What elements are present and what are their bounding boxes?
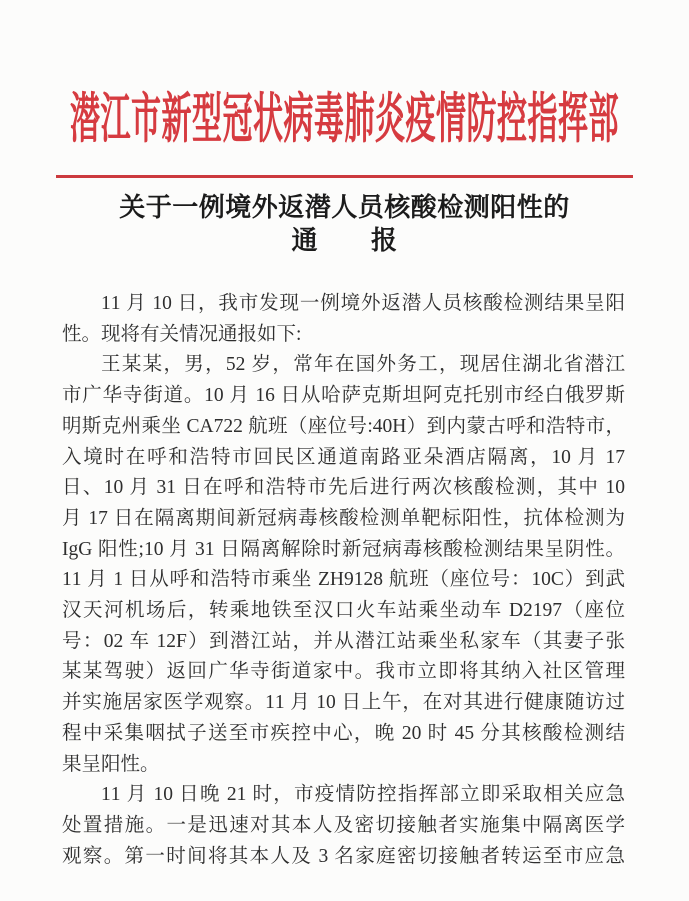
body-text-line: 日、10 月 31 日在呼和浩特市先后进行两次核酸检测，其中 10 xyxy=(62,477,625,499)
body-text-line: 果呈阳性。 xyxy=(62,753,160,775)
body-text-line: 王某某，男，52 岁，常年在国外务工，现居住湖北省潜江 xyxy=(101,354,625,376)
body-text-line: 11 月 10 日晚 21 时，市疫情防控指挥部立即采取相关应急 xyxy=(101,784,625,806)
document-body xyxy=(62,289,625,872)
body-text-line: 月 17 日在隔离期间新冠病毒核酸检测单靶标阳性，抗体检测为 xyxy=(62,507,625,529)
body-text-line: 11 月 1 日从呼和浩特市乘坐 ZH9128 航班（座位号：10C）到武 xyxy=(62,569,625,591)
body-text-line: 处置措施。一是迅速对其本人及密切接触者实施集中隔离医学 xyxy=(62,814,625,836)
body-text-line: 11 月 10 日，我市发现一例境外返潜人员核酸检测结果呈阳 xyxy=(101,293,625,314)
body-text-line: 号：02 车 12F）到潜江站，并从潜江站乘坐私家车（其妻子张 xyxy=(62,630,625,652)
body-text-line: 入境时在呼和浩特市回民区通道南路亚朵酒店隔离，10 月 17 xyxy=(62,446,625,468)
body-text-line: 观察。第一时间将其本人及 3 名家庭密切接触者转运至市应急 xyxy=(62,845,625,867)
body-text-line: 明斯克州乘坐 CA722 航班（座位号:40H）到内蒙古呼和浩特市， xyxy=(62,415,625,437)
agency-name-text: 潜江市新型冠状病毒肺炎疫情防控指挥部 xyxy=(70,90,619,150)
body-text-line: 市广华寺街道。10 月 16 日从哈萨克斯坦阿克托别市经白俄罗斯 xyxy=(62,385,625,407)
body-text-line: 程中采集咽拭子送至市疾控中心，晚 20 时 45 分其核酸检测结 xyxy=(62,722,625,744)
body-text-line: 性。现将有关情况通报如下: xyxy=(62,323,302,345)
body-text-line: 某某驾驶）返回广华寺街道家中。我市立即将其纳入社区管理 xyxy=(62,661,625,683)
document-title-line1: 关于一例境外返潜人员核酸检测阳性的 xyxy=(119,193,570,222)
body-text-line: 并实施居家医学观察。11 月 10 日上午，在对其进行健康随访过 xyxy=(62,692,625,714)
document-header-agency xyxy=(0,90,689,150)
header-divider-line xyxy=(56,175,633,178)
document-title-line2: 通 报 xyxy=(291,226,398,255)
body-text-line: IgG 阳性;10 月 31 日隔离解除时新冠病毒核酸检测结果呈阴性。 xyxy=(62,538,625,560)
body-text-line: 汉天河机场后，转乘地铁至汉口火车站乘坐动车 D2197（座位 xyxy=(62,600,625,622)
document-title xyxy=(0,191,689,257)
